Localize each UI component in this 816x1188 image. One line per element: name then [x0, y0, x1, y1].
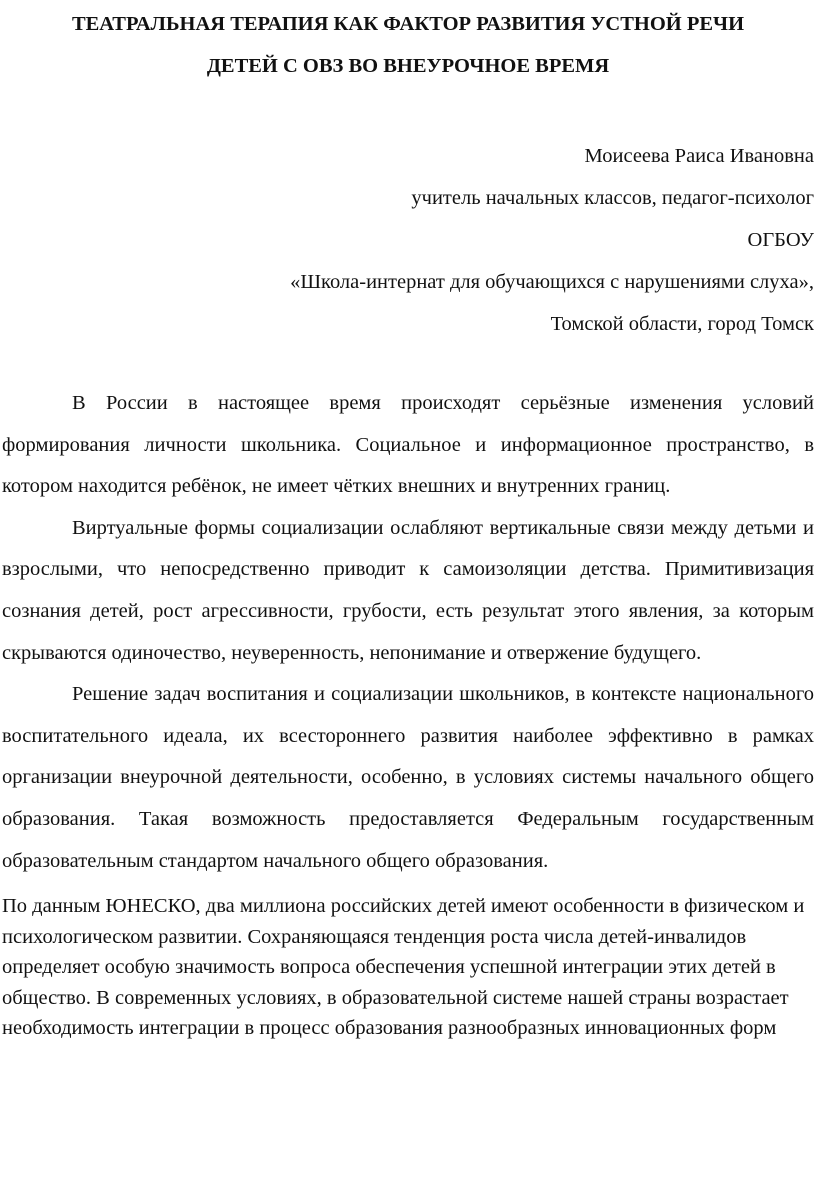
- author-name: Моисеева Раиса Ивановна: [584, 145, 814, 167]
- paragraph-4: По данным ЮНЕСКО, два миллиона российских детей имеют особенности в физическом и психологическом развитии. Сохраняющаяся тенденция роста числа детей-инвалидов определяет особую значимость вопроса обеспечения успешной интеграции этих детей в общество. В современных условиях, в образовательной системе нашей страны возрастает необходимость интеграции в процесс образования разнообразных инновационных форм: [2, 895, 805, 1040]
- body-text: [2, 383, 814, 882]
- paragraph-1: В России в настоящее время происходят серьёзные изменения условий формирования личности школьника. Социальное и информационное пространство, в котором находится ребёнок, не имеет чётких внешних и внутренних границ.: [2, 392, 814, 498]
- title-line-2: ДЕТЕЙ С ОВЗ ВО ВНЕУРОЧНОЕ ВРЕМЯ: [206, 55, 610, 77]
- author-position: учитель начальных классов, педагог-психолог: [411, 187, 814, 209]
- title-line-1: ТЕАТРАЛЬНАЯ ТЕРАПИЯ КАК ФАКТОР РАЗВИТИЯ УСТНОЙ РЕЧИ: [71, 13, 745, 35]
- author-block: [2, 135, 814, 345]
- author-org-full: «Школа-интернат для обучающихся с нарушениями слуха»,: [290, 271, 814, 293]
- author-location: Томской области, город Томск: [550, 313, 814, 335]
- paragraph-3: Решение задач воспитания и социализации школьников, в контексте национального воспитательного идеала, их всестороннего развития наиболее эффективно в рамках организации внеурочной деятельности, особенно, в условиях системы начального общего образования. Такая возможность предоставляется Федеральным государственным образовательным стандартом начального общего образования.: [2, 683, 814, 872]
- author-org-short: ОГБОУ: [747, 229, 814, 251]
- paragraph-2: Виртуальные формы социализации ослабляют вертикальные связи между детьми и взрослыми, что непосредственно приводит к самоизоляции детства. Примитивизация сознания детей, рост агрессивности, грубости, есть результат этого явления, за которым скрываются одиночество, неуверенность, непонимание и отвержение будущего.: [2, 516, 814, 664]
- document-title: [2, 0, 814, 87]
- tail-text: [2, 891, 814, 1044]
